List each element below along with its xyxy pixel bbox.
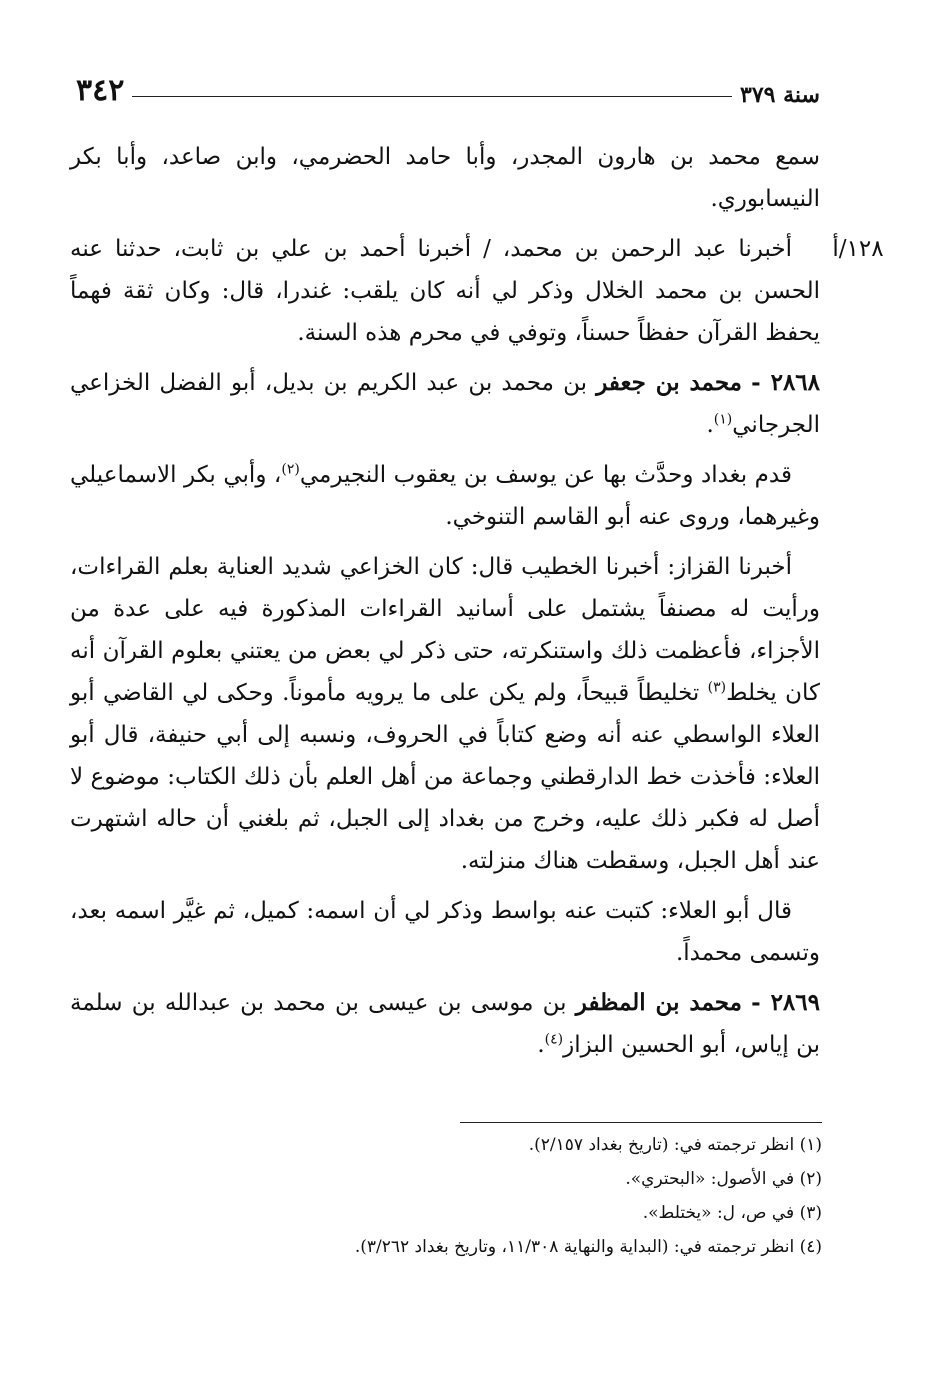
footnote-ref: (٢) <box>281 461 300 478</box>
paragraph-narration: أخبرنا عبد الرحمن بن محمد، / أخبرنا أحمد بن علي بن ثابت، حدثنا عنه الحسن بن محمد الخلال وذكر لي أنه كان يلقب: غندرا، قال: وكان ثقة فهماً يحفظ القرآن حفظاً حسناً، وتوفي في محرم هذه السنة. <box>70 236 820 346</box>
entry-end: . <box>537 1032 545 1058</box>
footnote-ref: (٤) <box>544 1031 564 1048</box>
text-run: تخليطاً قبيحاً، ولم يكن على ما يرويه مأموناً. وحكى لي القاضي أبو العلاء الواسطي عنه أنه وضع كتاباً في الحروف، ونسبه إلى أبي حنيفة، قال أبو العلاء: فأخذت خط الدارقطني وجماعة من أهل العلم بأن ذلك الكتاب: موضوع لا أصل له فكبر ذلك عليه، وخرج من بغداد إلى الجبل، ثم بلغني أن حاله اشتهرت عند أهل الجبل، وسقطت هناك منزلته. <box>70 680 820 874</box>
footnote-3: (٣) في ص، ل: «يختلط». <box>642 1203 822 1223</box>
biography-entry-2868 <box>70 362 820 446</box>
running-header <box>66 66 820 106</box>
year-label: سنة ٣٧٩ <box>740 82 820 108</box>
paragraph-abu-alala: قال أبو العلاء: كتبت عنه بواسط وذكر لي أن اسمه: كميل، ثم غيَّر اسمه بعد، وتسمى محمداً. <box>70 898 820 966</box>
manuscript-folio-note: ١٢٨/أ <box>832 236 884 262</box>
entry-name: محمد بن المظفر <box>575 989 742 1016</box>
entry-number: ٢٨٦٩ - <box>751 989 820 1016</box>
entry-name: محمد بن جعفر <box>596 369 742 396</box>
biography-entry-2869 <box>70 982 820 1066</box>
footnote-2: (٢) في الأصول: «البحتري». <box>625 1169 822 1189</box>
paragraph-continuation: سمع محمد بن هارون المجدر، وأبا حامد الحضرمي، وابن صاعد، وأبا بكر النيسابوري. <box>70 144 820 212</box>
footnote-1: (١) انظر ترجمته في: (تاريخ بغداد ٢/١٥٧). <box>528 1135 822 1155</box>
entry-number: ٢٨٦٨ - <box>751 369 821 396</box>
paragraph-baghdad <box>70 454 820 538</box>
footnote-ref: (٣) <box>707 679 727 696</box>
footnote-4: (٤) انظر ترجمته في: (البداية والنهاية ١١/٣٠٨، وتاريخ بغداد ٣/٢٦٢). <box>354 1237 822 1257</box>
entry-lineage: بن موسى بن عيسى بن محمد بن عبدالله بن سلمة بن إياس، أبو الحسين البزاز <box>70 990 820 1058</box>
header-rule <box>132 96 732 97</box>
footnote-separator <box>460 1122 822 1123</box>
footnotes <box>250 1128 822 1264</box>
entry-lineage: بن محمد بن عبد الكريم بن بديل، أبو الفضل الخزاعي الجرجاني <box>70 370 820 438</box>
page-number: ٣٤٢ <box>76 73 125 108</box>
text-run: ، وأبي بكر الاسماعيلي وغيرهما، وروى عنه أبو القاسم التنوخي. <box>70 462 820 530</box>
text-run: قدم بغداد وحدَّث بها عن يوسف بن يعقوب النجيرمي <box>299 462 792 488</box>
paragraph-qazzaz <box>70 546 820 882</box>
footnote-ref: (١) <box>713 411 733 428</box>
entry-end: . <box>706 412 714 438</box>
text-run: أخبرنا القزاز: أخبرنا الخطيب قال: كان الخزاعي شديد العناية بعلم القراءات، ورأيت له مصنفاً يشتمل على أسانيد القراءات المذكورة فيه على عدة من الأجزاء، فأعظمت ذلك واستنكرته، حتى ذكر لي بعض من يعتني بعلوم القرآن أنه كان يخلط <box>70 554 820 706</box>
main-text <box>70 136 820 1074</box>
